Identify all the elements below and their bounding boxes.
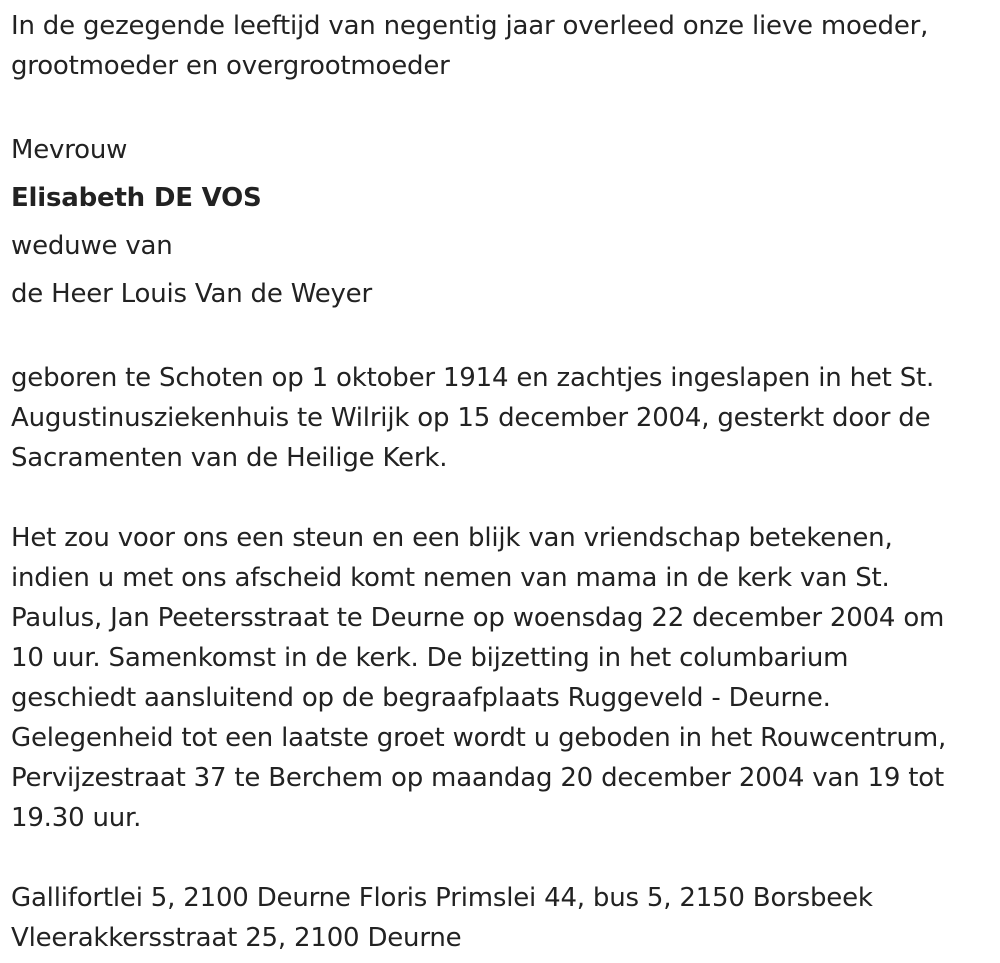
intro-paragraph — [11, 6, 996, 86]
address-line: Gallifortlei 5, 2100 Deurne Floris Primslei 44, bus 5, 2150 Borsbeek — [11, 883, 873, 913]
spouse-name: de Heer Louis Van de Weyer — [11, 279, 372, 309]
intro-line: In de gezegende leeftijd van negentig jaar overleed onze lieve moeder, — [11, 11, 929, 41]
relation-text: weduwe van — [11, 231, 173, 261]
obituary-notice — [11, 6, 996, 958]
paragraph-spacer — [11, 86, 996, 126]
paragraph-spacer — [11, 478, 996, 518]
honorific-title: Mevrouw — [11, 135, 128, 165]
ceremony-paragraph — [11, 518, 996, 838]
address-line: Vleerakkersstraat 25, 2100 Deurne — [11, 923, 462, 953]
address-block — [11, 878, 996, 958]
intro-line: grootmoeder en overgrootmoeder — [11, 51, 450, 81]
ceremony-line: Paulus, Jan Peetersstraat te Deurne op woensdag 22 december 2004 om — [11, 603, 945, 633]
deceased-name: Elisabeth DE VOS — [11, 183, 262, 213]
birth-line: geboren te Schoten op 1 oktober 1914 en zachtjes ingeslapen in het St. — [11, 363, 935, 393]
birth-line: Augustinusziekenhuis te Wilrijk op 15 december 2004, gesterkt door de — [11, 403, 931, 433]
ceremony-line: geschiedt aansluitend op de begraafplaats Ruggeveld - Deurne. — [11, 683, 831, 713]
ceremony-line: 19.30 uur. — [11, 803, 142, 833]
ceremony-line: indien u met ons afscheid komt nemen van mama in de kerk van St. — [11, 563, 890, 593]
ceremony-line: Pervijzestraat 37 te Berchem op maandag 20 december 2004 van 19 tot — [11, 763, 944, 793]
ceremony-line: Het zou voor ons een steun en een blijk van vriendschap betekenen, — [11, 523, 893, 553]
paragraph-spacer — [11, 838, 996, 878]
paragraph-spacer — [11, 318, 996, 358]
ceremony-line: Gelegenheid tot een laatste groet wordt u geboden in het Rouwcentrum, — [11, 723, 947, 753]
ceremony-line: 10 uur. Samenkomst in de kerk. De bijzetting in het columbarium — [11, 643, 849, 673]
birth-paragraph — [11, 358, 996, 478]
birth-line: Sacramenten van de Heilige Kerk. — [11, 443, 448, 473]
